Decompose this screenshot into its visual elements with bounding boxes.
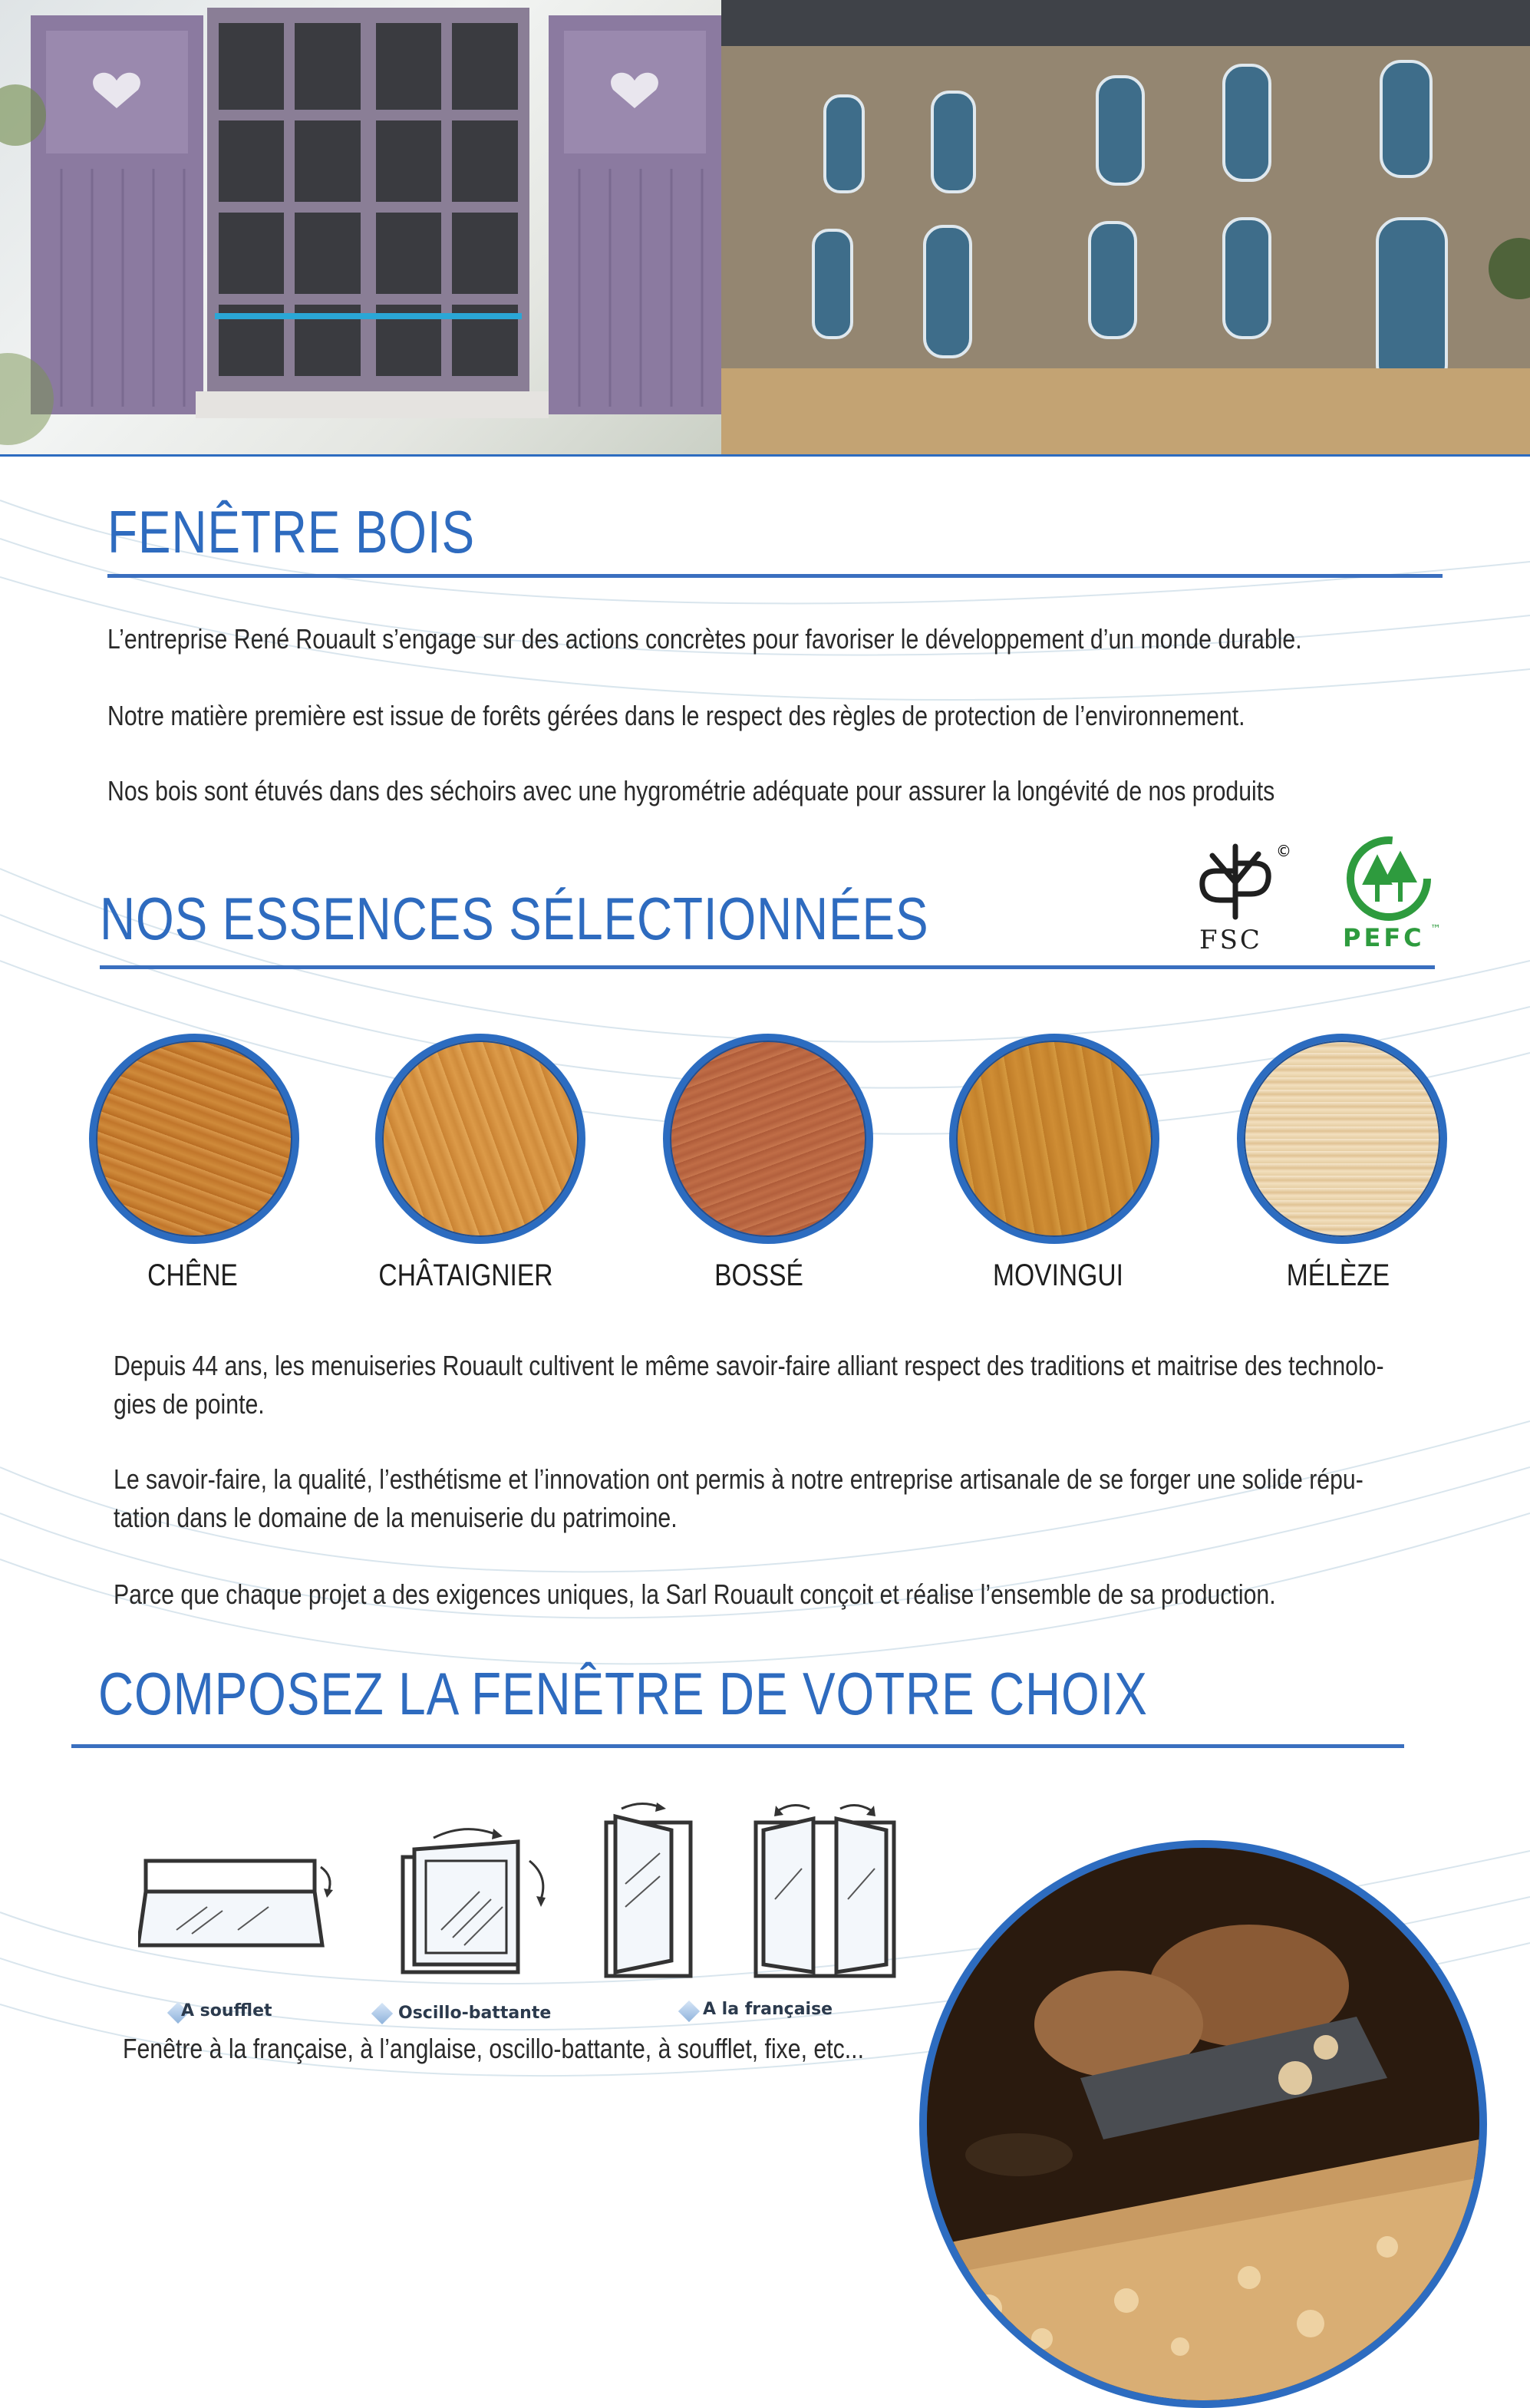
wood-label-meleze: MÉLÈZE (1286, 1258, 1390, 1292)
wood-sample-movingui (949, 1034, 1159, 1244)
wood-label-movingui: MOVINGUI (993, 1258, 1123, 1292)
window-type-francaise: A la française (703, 2000, 833, 2019)
window-type-oscillo-battante: Oscillo-battante (398, 2004, 552, 2023)
wood-sample-chene (89, 1034, 299, 1244)
intro-paragraph: Notre matière première est issue de forêts gérées dans le respect des règles de protection de l’environnement. (107, 700, 1245, 731)
about-paragraph: tation dans le domaine de la menuiserie du patrimoine. (114, 1502, 678, 1533)
pefc-label: PEFC (1343, 923, 1425, 952)
hero-divider-bar (0, 454, 1530, 457)
intro-paragraph: Nos bois sont étuvés dans des séchoirs avec une hygrométrie adéquate pour assurer la longévité de nos produits (107, 775, 1275, 807)
wood-sample-meleze (1237, 1034, 1447, 1244)
section-rule (71, 1744, 1404, 1748)
oscillo-battante-window-icon (395, 1822, 564, 1991)
soufflet-window-icon (138, 1846, 338, 1968)
section-title-composez: COMPOSEZ LA FENÊTRE DE VOTRE CHOIX (98, 1660, 1148, 1727)
wood-label-bosse: BOSSÉ (714, 1258, 803, 1292)
wood-label-chataignier: CHÂTAIGNIER (378, 1258, 553, 1292)
trademark-mark: ™ (1430, 923, 1441, 935)
pefc-trees-icon (1343, 833, 1435, 925)
section-title-fenetre-bois: FENÊTRE BOIS (107, 498, 475, 566)
hero-images (0, 0, 1530, 457)
section-rule (107, 574, 1443, 578)
window-types-caption: Fenêtre à la française, à l’anglaise, oscillo-battante, à soufflet, fixe, etc... (123, 2033, 864, 2064)
stone-house-photo (721, 0, 1530, 457)
fsc-label: FSC (1199, 925, 1262, 955)
intro-paragraph: L’entreprise René Rouault s’engage sur des actions concrètes pour favoriser le développement d’un monde durable. (107, 623, 1302, 655)
wood-sample-bosse (663, 1034, 873, 1244)
francaise-double-window-icon (748, 1799, 902, 1984)
wood-label-chene: CHÊNE (147, 1258, 238, 1292)
copyright-mark: © (1276, 842, 1291, 860)
about-paragraph: Le savoir-faire, la qualité, l’esthétisme et l’innovation ont permis à notre entreprise artisanale de se forger une solide répu- (114, 1463, 1363, 1495)
about-paragraph: Parce que chaque projet a des exigences uniques, la Sarl Rouault conçoit et réalise l’ensemble de sa production. (114, 1578, 1276, 1610)
craftsman-planing-photo (919, 1840, 1487, 2408)
francaise-single-window-icon (598, 1799, 706, 1984)
about-paragraph: gies de pointe. (114, 1388, 265, 1420)
wood-sample-chataignier (375, 1034, 585, 1244)
section-title-essences: NOS ESSENCES SÉLECTIONNÉES (100, 885, 929, 952)
window-shutters-photo (0, 0, 737, 457)
section-rule (100, 965, 1435, 969)
window-type-soufflet: A soufflet (181, 2001, 272, 2020)
pefc-logo (1335, 833, 1443, 955)
fsc-logo (1185, 840, 1291, 955)
fsc-tree-icon (1185, 840, 1285, 925)
about-paragraph: Depuis 44 ans, les menuiseries Rouault cultivent le même savoir-faire alliant respect des traditions et maitrise des technolo- (114, 1350, 1384, 1381)
